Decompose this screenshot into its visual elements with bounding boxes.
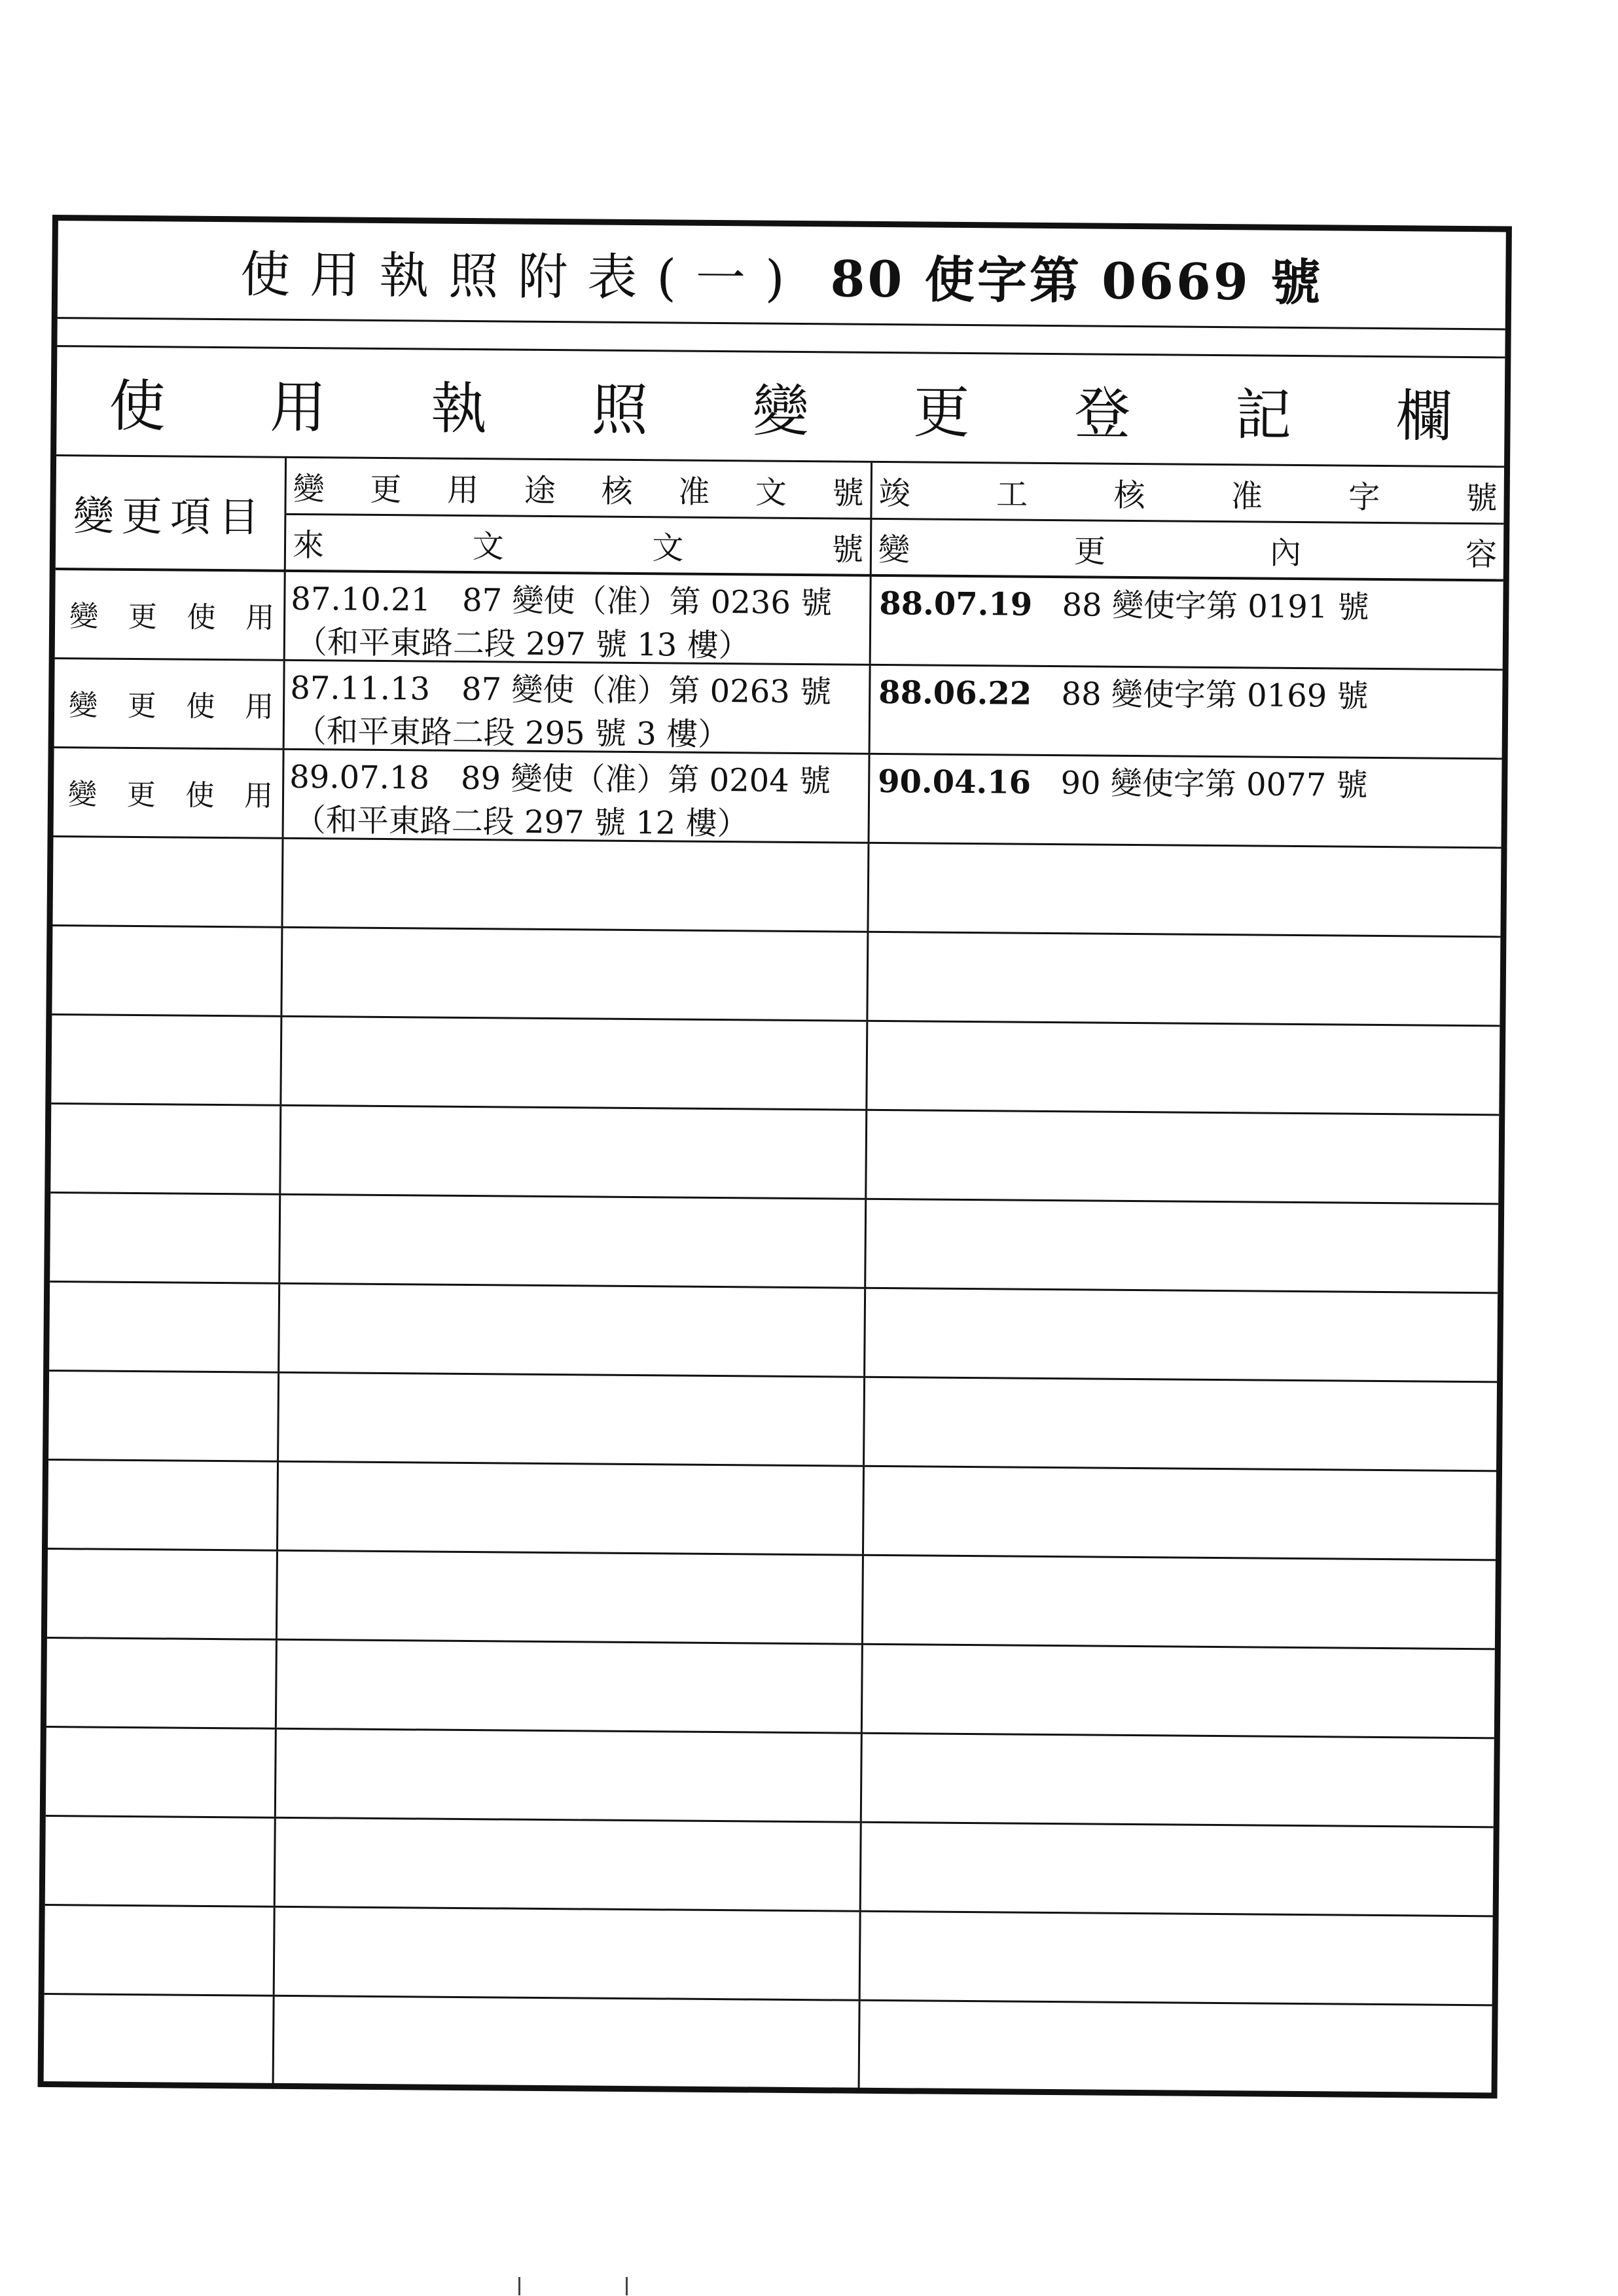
empty-cell	[869, 844, 1501, 936]
empty-cell	[276, 1819, 862, 1910]
empty-cell	[45, 1817, 276, 1906]
item-char: 變	[69, 600, 99, 634]
empty-cell	[278, 1552, 864, 1643]
completion-number: 88 變使字第 0169 號	[1061, 676, 1369, 715]
document-serial: 80 使字第 0669 號	[830, 249, 1323, 312]
table-row-empty	[45, 1906, 1493, 2006]
table-row	[55, 570, 1503, 670]
header-char: 字	[1348, 479, 1380, 516]
completion-date: 90.04.16	[878, 763, 1032, 801]
change-register-table	[44, 456, 1504, 2094]
header-char: 文	[472, 528, 504, 566]
empty-cell	[275, 1908, 861, 1999]
empty-cell	[283, 839, 869, 931]
item-char: 使	[187, 600, 216, 634]
table-row	[54, 659, 1503, 759]
empty-cell	[866, 1200, 1498, 1292]
header-char: 號	[831, 531, 864, 568]
empty-cell	[274, 1997, 861, 2090]
completion-number: 88 變使字第 0191 號	[1062, 587, 1369, 626]
empty-cell	[861, 1912, 1493, 2005]
header-char: 文	[652, 530, 684, 567]
approval-doc-address: （和平東路二段 295 號 3 樓）	[295, 712, 730, 754]
empty-cell	[46, 1728, 277, 1817]
empty-cell	[868, 933, 1500, 1025]
section-heading	[56, 345, 1505, 467]
header-char: 竣	[878, 475, 910, 512]
item-char: 變	[68, 689, 98, 723]
header-char: 號	[1465, 479, 1498, 517]
table-row-empty	[47, 1550, 1496, 1650]
empty-cell	[276, 1730, 863, 1821]
table-row-empty	[52, 926, 1500, 1027]
empty-cell	[47, 1550, 278, 1639]
change-item-cell	[54, 748, 285, 837]
section-heading-char: 執	[430, 376, 488, 443]
header-char: 來	[292, 526, 325, 564]
item-char: 用	[244, 690, 274, 724]
item-char: 更	[126, 778, 156, 812]
section-heading-char: 登	[1073, 381, 1131, 447]
header-char: 號	[832, 474, 864, 512]
approval-doc-number: 89.07.18 89 變使（准）第 0204 號	[289, 758, 831, 800]
table-row-empty	[48, 1461, 1496, 1561]
approval-doc-cell	[285, 661, 871, 753]
header-char: 容	[1465, 536, 1498, 574]
section-heading-char: 記	[1234, 382, 1292, 448]
table-row-empty	[48, 1372, 1497, 1472]
section-heading-char: 使	[109, 373, 166, 440]
empty-cell	[867, 1111, 1499, 1203]
completion-number: 90 變使字第 0077 號	[1060, 765, 1368, 804]
approval-doc-number: 87.11.13 87 變使（准）第 0263 號	[290, 669, 832, 711]
empty-cell	[860, 2001, 1492, 2096]
table-row-empty	[46, 1728, 1494, 1828]
approval-doc-cell	[285, 572, 872, 664]
empty-cell	[863, 1556, 1496, 1649]
empty-cell	[45, 1906, 276, 1995]
approval-doc-address: （和平東路二段 297 號 12 樓）	[294, 801, 749, 843]
document-frame	[38, 215, 1512, 2098]
section-heading-char: 變	[752, 378, 810, 445]
item-char: 更	[127, 689, 156, 723]
empty-cell	[280, 1195, 867, 1287]
approval-doc-address: （和平東路二段 297 號 13 樓）	[295, 623, 750, 665]
empty-cell	[279, 1374, 865, 1465]
table-row-empty	[46, 1639, 1495, 1739]
section-heading-char: 用	[269, 374, 327, 441]
table-row-empty	[52, 837, 1501, 938]
empty-cell	[52, 837, 283, 926]
empty-cell	[48, 1372, 279, 1461]
header-char: 更	[370, 471, 402, 508]
empty-cell	[278, 1463, 865, 1554]
header-char: 核	[1113, 477, 1145, 514]
header-change-content	[872, 520, 1504, 582]
header-incoming-doc-no	[286, 515, 872, 577]
section-heading-char: 欄	[1395, 384, 1453, 450]
empty-cell	[865, 1378, 1497, 1470]
empty-cell	[862, 1734, 1494, 1827]
document-title: 使用執照附表(一)	[240, 245, 804, 308]
empty-cell	[52, 926, 283, 1015]
empty-cell	[277, 1641, 863, 1732]
empty-cell	[863, 1645, 1495, 1738]
completion-cell	[871, 666, 1503, 758]
item-char: 使	[186, 689, 215, 723]
item-char: 使	[185, 778, 215, 812]
item-char: 用	[245, 601, 275, 635]
header-char: 變	[878, 531, 910, 569]
item-char: 用	[243, 779, 274, 813]
empty-cell	[46, 1639, 278, 1728]
empty-cell	[51, 1015, 282, 1104]
title-row	[58, 221, 1506, 330]
empty-cell	[281, 1106, 867, 1198]
header-char: 文	[755, 473, 787, 511]
section-heading-char: 照	[591, 377, 649, 444]
empty-cell	[282, 928, 869, 1020]
header-char: 更	[1073, 533, 1106, 570]
table-row-empty	[45, 1817, 1494, 1917]
completion-date: 88.07.19	[879, 585, 1033, 623]
approval-doc-cell	[284, 750, 871, 842]
table-row-empty	[44, 1995, 1492, 2095]
table-row-empty	[51, 1015, 1500, 1116]
scan-mark	[518, 2277, 520, 2295]
header-char: 用	[446, 471, 479, 509]
change-item-cell	[54, 659, 285, 748]
scan-mark	[626, 2277, 628, 2295]
empty-cell	[861, 1823, 1494, 1916]
empty-cell	[50, 1104, 281, 1194]
header-char: 途	[524, 472, 556, 509]
empty-cell	[864, 1467, 1496, 1559]
empty-cell	[867, 1022, 1500, 1114]
approval-doc-number: 87.10.21 87 變使（准）第 0236 號	[291, 580, 833, 622]
header-change-item: 變更項目	[56, 456, 287, 572]
section-heading-char: 更	[913, 380, 970, 446]
empty-cell	[50, 1194, 281, 1283]
header-char: 准	[1231, 477, 1263, 515]
table-row-empty	[50, 1194, 1498, 1294]
header-char: 變	[293, 470, 325, 507]
item-char: 變	[67, 778, 98, 812]
header-char: 准	[678, 473, 710, 511]
empty-cell	[48, 1461, 279, 1550]
completion-cell	[870, 755, 1502, 847]
header-char: 工	[996, 475, 1028, 513]
table-row	[54, 748, 1502, 848]
empty-cell	[49, 1283, 280, 1372]
item-char: 更	[128, 600, 158, 634]
change-item-cell	[55, 570, 286, 659]
table-row-empty	[50, 1104, 1499, 1205]
empty-cell	[281, 1017, 868, 1109]
empty-cell	[279, 1285, 866, 1376]
header-completion-approval-no	[872, 463, 1504, 525]
header-approval-doc-no	[286, 458, 872, 520]
empty-cell	[865, 1289, 1498, 1381]
table-row-empty	[49, 1283, 1498, 1383]
completion-cell	[871, 577, 1503, 669]
completion-date: 88.06.22	[878, 674, 1032, 712]
header-char: 核	[601, 473, 633, 510]
empty-cell	[44, 1995, 275, 2086]
header-char: 內	[1269, 534, 1302, 572]
